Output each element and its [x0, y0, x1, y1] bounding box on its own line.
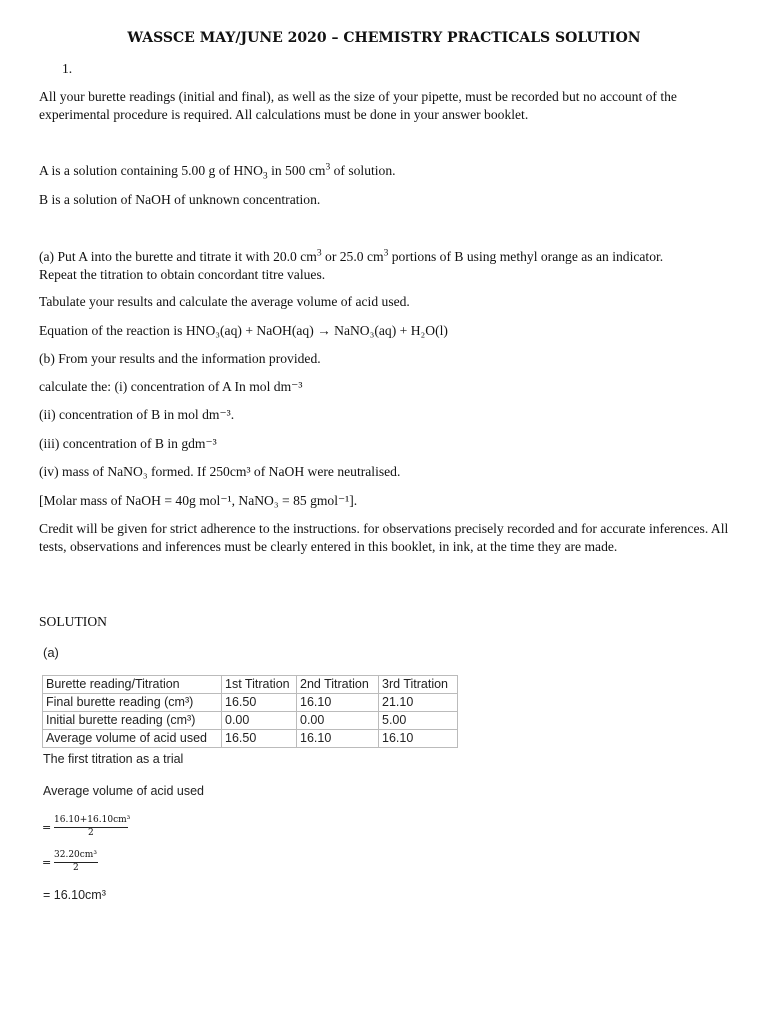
part-a-instruction: (a) Put A into the burette and titrate it with 20.0 $cm^3$ or 25.0 $cm^3$ portions of B using methyl orange as an indicator. [39, 248, 664, 264]
table-cell: 16.50 [222, 694, 297, 712]
table-cell: 0.00 [297, 712, 379, 730]
fraction-denominator: 2 [88, 828, 94, 838]
solution-b-description: B is a solution of NaOH of unknown concentration. [39, 192, 321, 207]
part-b-heading: (b) From your results and the information provided. [39, 351, 321, 366]
trial-note: The first titration as a trial [43, 752, 184, 766]
table-header-cell: 1st Titration [222, 676, 297, 694]
table-header-cell: Burette reading/Titration [43, 676, 222, 694]
page-title: WASSCE MAY/JUNE 2020 – CHEMISTRY PRACTICALS SOLUTION [127, 30, 641, 46]
fraction-numerator: 16.10+16.10cm³ [54, 815, 131, 825]
instructions-paragraph: All your burette readings (initial and final), as well as the size of your pipette, must be recorded but no account of the experimental procedure is required. All calculations must be done in your answer booklet. [39, 89, 677, 122]
table-cell: 16.50 [222, 730, 297, 748]
table-row [43, 730, 458, 748]
table-cell: Initial burette reading (cm³) [43, 712, 222, 730]
table-header-row [43, 676, 458, 694]
table-cell: Final burette reading (cm³) [43, 694, 222, 712]
table-cell: 16.10 [297, 694, 379, 712]
fraction-denominator: 2 [73, 863, 79, 873]
table-row [43, 712, 458, 730]
calc-i: calculate the: (i) concentration of A In mol dm⁻³ [39, 379, 303, 394]
calc-iv: (iv) mass of NaNO₃ formed. If 250cm³ of NaOH were neutralised. [39, 464, 401, 479]
part-label: (a) [43, 645, 59, 660]
part-a-repeat: Repeat the titration to obtain concordant titre values. [39, 267, 326, 282]
equals-sign: = [42, 856, 52, 869]
fraction-numerator: 32.20cm³ [54, 850, 97, 860]
molar-mass-note: [Molar mass of NaOH = 40g mol⁻¹, NaNO₃ = 85 gmol⁻¹]. [39, 493, 358, 508]
calc-fraction-1 [42, 815, 172, 843]
table-header-cell: 3rd Titration [379, 676, 458, 694]
solution-a-description: A is a solution containing 5.00 g of $HNO_3$ in 500 $cm^3$ of solution. [39, 162, 396, 182]
table-cell: 16.10 [379, 730, 458, 748]
question-number: 1. [62, 61, 73, 76]
table-cell: 21.10 [379, 694, 458, 712]
tabulate-instruction: Tabulate your results and calculate the average volume of acid used. [39, 294, 410, 309]
table-cell: Average volume of acid used [43, 730, 222, 748]
equals-sign: = [42, 821, 52, 834]
calc-iii: (iii) concentration of B in gdm⁻³ [39, 436, 217, 451]
calc-fraction-2 [42, 850, 172, 878]
table-cell: 0.00 [222, 712, 297, 730]
credit-note: Credit will be given for strict adherence to the instructions. for observations precisely recorded and for accurate inferences. All tests, observations and inferences must be clearly entered in this booklet, in ink, at the time they are made. [39, 521, 729, 554]
table-header-cell: 2nd Titration [297, 676, 379, 694]
titration-table [42, 675, 458, 748]
average-label: Average volume of acid used [43, 784, 204, 798]
table-row [43, 694, 458, 712]
table-cell: 16.10 [297, 730, 379, 748]
calc-ii: (ii) concentration of B in mol dm⁻³. [39, 407, 235, 422]
reaction-equation: Equation of the reaction is HNO₃(aq) + NaOH(aq) → NaNO₃(aq) + H₂O(l) [39, 323, 448, 338]
solution-heading: SOLUTION [39, 614, 107, 629]
final-result: = 16.10cm³ [43, 888, 106, 902]
table-cell: 5.00 [379, 712, 458, 730]
